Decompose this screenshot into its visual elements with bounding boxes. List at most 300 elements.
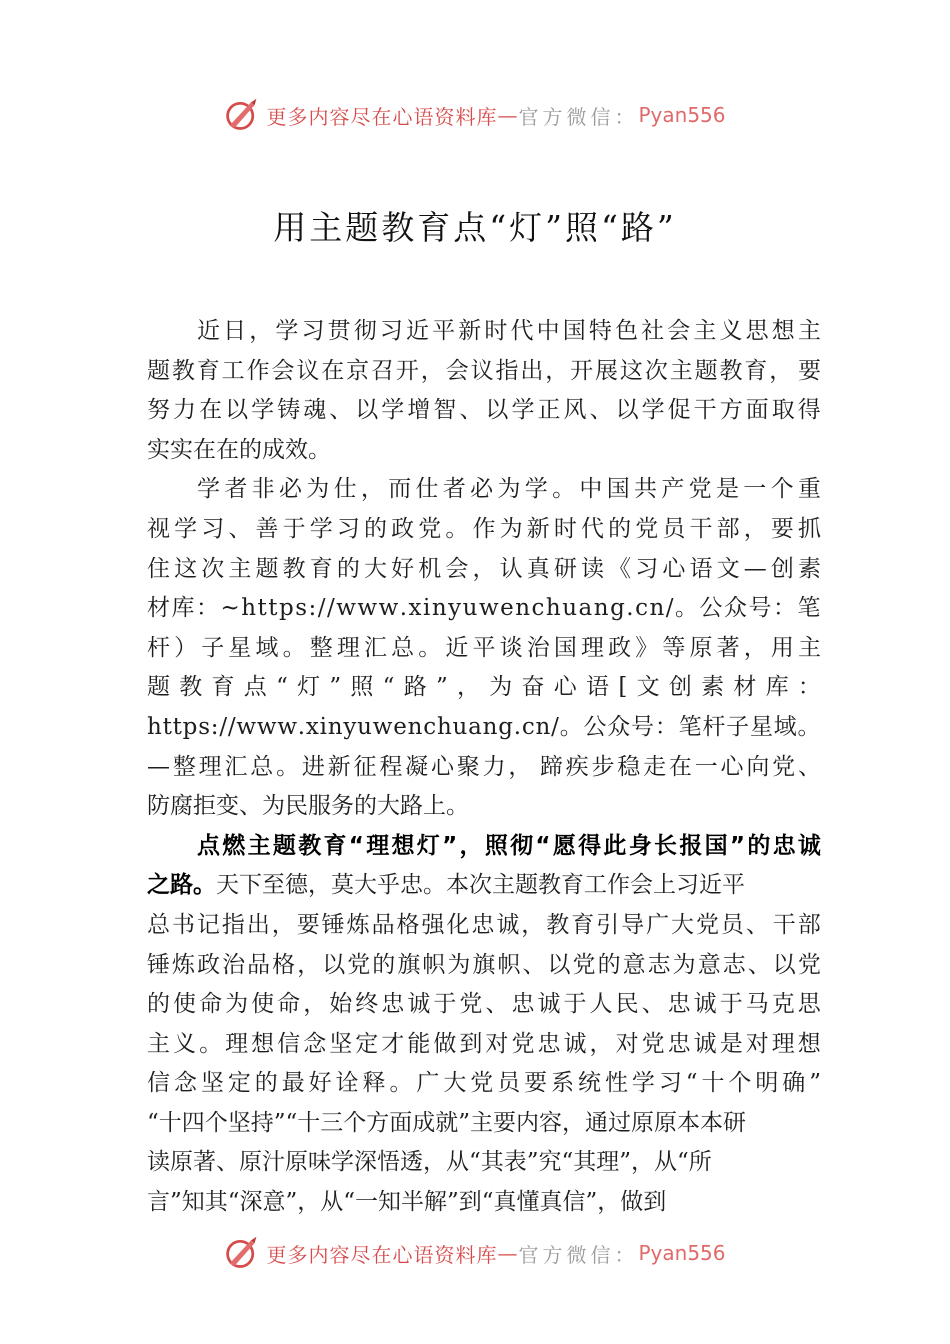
glyph: 学 bbox=[174, 515, 198, 542]
glyph: 党 bbox=[797, 951, 821, 978]
glyph: 育 bbox=[744, 357, 768, 384]
glyph: / bbox=[326, 595, 335, 622]
glyph: 号 bbox=[631, 713, 655, 740]
glyph: 志 bbox=[722, 951, 746, 978]
glyph: ， bbox=[472, 555, 496, 582]
glyph: 为 bbox=[225, 991, 249, 1018]
glyph: 的 bbox=[336, 555, 360, 582]
glyph: 为 bbox=[497, 476, 521, 503]
glyph: 蹄 bbox=[539, 753, 563, 780]
glyph: 锤 bbox=[321, 911, 345, 938]
glyph: 要 bbox=[524, 1070, 548, 1097]
glyph: 政 bbox=[197, 951, 221, 978]
glyph: 诚 bbox=[797, 832, 821, 859]
glyph: 总 bbox=[250, 753, 274, 780]
text-line bbox=[147, 708, 821, 748]
glyph: 好 bbox=[308, 1070, 332, 1097]
glyph: 书 bbox=[171, 911, 195, 938]
glyph: 。 bbox=[418, 634, 442, 661]
page-title: 用主题教育点“灯”照“路” bbox=[273, 208, 677, 247]
glyph: 是 bbox=[715, 476, 739, 503]
glyph: g bbox=[498, 713, 513, 740]
glyph: 党 bbox=[695, 911, 719, 938]
glyph: / bbox=[551, 713, 559, 740]
glyph: h bbox=[241, 595, 257, 622]
glyph: 为 bbox=[499, 515, 523, 542]
glyph: 党 bbox=[688, 476, 712, 503]
glyph: w bbox=[378, 595, 399, 622]
glyph: 理 bbox=[336, 634, 360, 661]
glyph: 《 bbox=[608, 555, 632, 582]
glyph: 主 bbox=[798, 634, 821, 661]
glyph: 在 bbox=[199, 397, 223, 424]
glyph: s bbox=[198, 713, 210, 740]
glyph: 正 bbox=[537, 397, 561, 424]
glyph: 征 bbox=[353, 753, 377, 780]
glyph: 灯 bbox=[297, 674, 321, 701]
glyph: 党 bbox=[572, 951, 596, 978]
glyph: 出 bbox=[520, 357, 544, 384]
glyph: 众 bbox=[723, 595, 747, 622]
glyph: 彻 bbox=[510, 832, 534, 859]
glyph: 党 bbox=[641, 1030, 665, 1057]
glyph: 学 bbox=[275, 318, 299, 344]
glyph: 智 bbox=[433, 397, 457, 424]
glyph: 风 bbox=[563, 397, 587, 424]
glyph: 旗 bbox=[397, 951, 421, 978]
glyph: 报 bbox=[679, 832, 703, 859]
glyph: 重 bbox=[797, 476, 821, 503]
glyph: 习 bbox=[379, 318, 403, 344]
glyph: 杆 bbox=[147, 634, 170, 661]
glyph: 学 bbox=[251, 397, 275, 424]
glyph: 作 bbox=[246, 357, 270, 384]
glyph: 面 bbox=[745, 397, 769, 424]
glyph: 教 bbox=[282, 555, 306, 582]
glyph: 。 bbox=[282, 634, 306, 661]
glyph: 近 bbox=[406, 318, 429, 344]
glyph: 时 bbox=[484, 318, 508, 344]
glyph: 干 bbox=[693, 397, 717, 424]
glyph: . bbox=[297, 713, 306, 740]
glyph: 非 bbox=[251, 476, 275, 503]
glyph: 汇 bbox=[364, 634, 387, 661]
glyph: 于 bbox=[282, 515, 306, 542]
glyph: 大 bbox=[443, 1070, 467, 1097]
glyph: 进 bbox=[301, 753, 325, 780]
glyph: 强 bbox=[421, 911, 445, 938]
glyph: 化 bbox=[446, 911, 470, 938]
glyph: 杆 bbox=[702, 713, 726, 740]
glyph: 思 bbox=[797, 991, 821, 1018]
glyph: 产 bbox=[661, 476, 685, 503]
glyph: 心 bbox=[553, 674, 577, 701]
glyph: n bbox=[327, 713, 343, 740]
text-line bbox=[147, 1025, 821, 1065]
glyph: 的 bbox=[147, 991, 170, 1018]
glyph: 平 bbox=[472, 634, 496, 661]
glyph: 一 bbox=[694, 753, 718, 780]
glyph: 诚 bbox=[693, 991, 717, 1018]
glyph: 整 bbox=[309, 634, 333, 661]
glyph: 诚 bbox=[537, 991, 561, 1018]
glyph: 为 bbox=[447, 951, 471, 978]
glyph: 定 bbox=[227, 1070, 251, 1097]
glyph: 理 bbox=[366, 832, 390, 859]
glyph: 义 bbox=[719, 318, 743, 344]
glyph: c bbox=[531, 595, 545, 622]
glyph: 习 bbox=[336, 515, 360, 542]
glyph: 一 bbox=[743, 476, 767, 503]
glyph: 力 bbox=[173, 397, 197, 424]
glyph: n bbox=[407, 713, 423, 740]
glyph: 铸 bbox=[277, 397, 301, 424]
glyph: 促 bbox=[667, 397, 691, 424]
glyph: t bbox=[257, 595, 267, 622]
glyph: c bbox=[423, 713, 437, 740]
glyph: ： bbox=[772, 595, 796, 622]
article-body bbox=[147, 312, 821, 1262]
brush-logo-icon bbox=[224, 97, 260, 133]
text-segment: 天下至德，莫大乎忠。本次主题教育工作会上习近平 bbox=[216, 872, 745, 899]
glyph: 。 bbox=[389, 1070, 413, 1097]
glyph: 。 bbox=[675, 595, 698, 622]
glyph: ” bbox=[435, 674, 448, 701]
header-wechat-id: Pyan556 bbox=[638, 103, 726, 127]
glyph: 必 bbox=[470, 476, 494, 503]
glyph: ： bbox=[195, 595, 219, 622]
glyph: 主 bbox=[247, 832, 271, 859]
glyph: 语 bbox=[689, 555, 713, 582]
glyph: ， bbox=[743, 634, 767, 661]
glyph: a bbox=[578, 595, 593, 622]
glyph: 、 bbox=[745, 911, 769, 938]
glyph: ： bbox=[797, 674, 821, 701]
glyph: 育 bbox=[571, 911, 595, 938]
glyph: 终 bbox=[355, 991, 379, 1018]
glyph: 稳 bbox=[617, 753, 641, 780]
glyph: 燃 bbox=[222, 832, 246, 859]
glyph: 原 bbox=[689, 634, 713, 661]
glyph: 笔 bbox=[678, 713, 702, 740]
glyph: 学 bbox=[197, 476, 220, 503]
glyph: 主 bbox=[693, 318, 717, 344]
text-line bbox=[147, 312, 821, 352]
glyph: 命 bbox=[277, 991, 301, 1018]
glyph: 统 bbox=[578, 1070, 601, 1097]
glyph: 教 bbox=[171, 357, 195, 384]
glyph: ” bbox=[809, 1070, 821, 1097]
glyph: ， bbox=[271, 911, 295, 938]
header-separator: — bbox=[497, 103, 519, 127]
glyph: ， bbox=[420, 357, 444, 384]
footer-watermark bbox=[0, 1233, 950, 1273]
glyph: 个 bbox=[728, 1070, 752, 1097]
header-wechat-label: 官方微信： bbox=[518, 104, 639, 129]
glyph: 认 bbox=[499, 555, 523, 582]
glyph: 。 bbox=[559, 713, 583, 740]
glyph: 教 bbox=[546, 911, 570, 938]
glyph: 想 bbox=[771, 318, 795, 344]
glyph: 、 bbox=[747, 951, 771, 978]
glyph: 社 bbox=[641, 318, 665, 344]
glyph: 长 bbox=[654, 832, 678, 859]
glyph: ， bbox=[303, 991, 327, 1018]
glyph: 用 bbox=[770, 634, 794, 661]
glyph: 对 bbox=[745, 1030, 769, 1057]
glyph: 政 bbox=[608, 634, 632, 661]
glyph: ， bbox=[456, 674, 480, 701]
glyph: 库 bbox=[171, 595, 195, 622]
glyph: 于 bbox=[563, 991, 587, 1018]
glyph: s bbox=[295, 595, 308, 622]
glyph: 整 bbox=[172, 753, 196, 780]
glyph: [ bbox=[618, 674, 628, 701]
footer-brand-text: 更多内容尽在心语资料库 bbox=[266, 1242, 498, 1267]
glyph: 使 bbox=[173, 991, 197, 1018]
glyph: 格 bbox=[272, 951, 296, 978]
glyph: 题 bbox=[147, 674, 170, 701]
glyph: 员 bbox=[662, 515, 686, 542]
glyph: 诚 bbox=[693, 1030, 717, 1057]
glyph: 以 bbox=[355, 397, 379, 424]
glyph: 部 bbox=[797, 911, 821, 938]
header-brand-text: 更多内容尽在心语资料库 bbox=[266, 104, 498, 129]
glyph: 要 bbox=[797, 357, 821, 384]
glyph: 新 bbox=[327, 753, 351, 780]
glyph: 心 bbox=[662, 555, 686, 582]
glyph: 照 bbox=[350, 674, 374, 701]
glyph: 中 bbox=[579, 476, 603, 503]
glyph: 以 bbox=[615, 397, 639, 424]
glyph: 工 bbox=[221, 357, 245, 384]
glyph: 国 bbox=[606, 476, 630, 503]
glyph: 得 bbox=[797, 397, 821, 424]
glyph: 会 bbox=[271, 357, 295, 384]
glyph: p bbox=[279, 595, 294, 622]
glyph: 》 bbox=[635, 634, 659, 661]
glyph: c bbox=[635, 595, 648, 622]
glyph: 习 bbox=[635, 555, 659, 582]
glyph: 心 bbox=[720, 753, 744, 780]
glyph: 党 bbox=[459, 991, 483, 1018]
glyph: 格 bbox=[396, 911, 420, 938]
glyph: 坚 bbox=[200, 1070, 224, 1097]
glyph: 域 bbox=[255, 634, 279, 661]
text-line bbox=[147, 748, 821, 788]
glyph: / bbox=[227, 713, 236, 740]
glyph: 系 bbox=[551, 1070, 575, 1097]
glyph: 党 bbox=[635, 515, 659, 542]
glyph: 得 bbox=[578, 832, 602, 859]
glyph: “ bbox=[382, 674, 395, 701]
glyph: 忠 bbox=[772, 832, 796, 859]
glyph: 思 bbox=[745, 318, 769, 344]
glyph: 主 bbox=[797, 318, 821, 344]
glyph: 住 bbox=[147, 555, 170, 582]
glyph: w bbox=[478, 595, 499, 622]
glyph: ， bbox=[521, 911, 545, 938]
glyph: ， bbox=[508, 753, 532, 780]
glyph: ， bbox=[249, 318, 273, 344]
glyph: w bbox=[357, 595, 378, 622]
text-line: 读原著、原汁原味学深悟透，从“其表”究“其理”，从“所 bbox=[147, 1149, 712, 1176]
glyph: 开 bbox=[395, 357, 419, 384]
glyph: 做 bbox=[433, 1030, 457, 1057]
glyph: 指 bbox=[495, 357, 519, 384]
text-line: “十四个坚持”“十三个方面成就”主要内容，通过原原本本研 bbox=[147, 1109, 747, 1136]
glyph: w bbox=[256, 713, 277, 740]
glyph: ： bbox=[654, 713, 678, 740]
glyph: 忠 bbox=[381, 991, 405, 1018]
glyph: 照 bbox=[484, 832, 508, 859]
glyph: 要 bbox=[296, 911, 320, 938]
glyph: 次 bbox=[201, 555, 225, 582]
glyph: p bbox=[182, 713, 198, 740]
glyph: 最 bbox=[281, 1070, 305, 1097]
glyph: 。 bbox=[199, 1030, 223, 1057]
glyph: 库 bbox=[765, 674, 789, 701]
glyph: 必 bbox=[278, 476, 302, 503]
glyph: 次 bbox=[644, 357, 668, 384]
glyph: 忠 bbox=[471, 911, 495, 938]
glyph: 向 bbox=[746, 753, 770, 780]
glyph: ， bbox=[545, 357, 569, 384]
glyph: 为 bbox=[672, 951, 696, 978]
glyph: n bbox=[482, 713, 498, 740]
glyph: 确 bbox=[782, 1070, 806, 1097]
glyph: 题 bbox=[272, 832, 296, 859]
glyph: 取 bbox=[771, 397, 795, 424]
glyph: 域 bbox=[773, 713, 797, 740]
glyph: 对 bbox=[615, 1030, 639, 1057]
glyph: ~ bbox=[220, 595, 240, 622]
glyph: 、 bbox=[589, 397, 613, 424]
glyph: 义 bbox=[173, 1030, 197, 1057]
glyph: u bbox=[452, 713, 468, 740]
glyph: 语 bbox=[586, 674, 610, 701]
glyph: ） bbox=[174, 634, 198, 661]
glyph: 习 bbox=[658, 1070, 682, 1097]
glyph: 时 bbox=[553, 515, 577, 542]
text-line bbox=[147, 470, 821, 510]
glyph: 炼 bbox=[172, 951, 196, 978]
glyph: 灯 bbox=[416, 832, 440, 859]
glyph: “ bbox=[685, 1070, 698, 1097]
glyph: x bbox=[408, 595, 422, 622]
section-heading-tail: 之路。 bbox=[147, 872, 216, 899]
glyph: 者 bbox=[224, 476, 248, 503]
glyph: 广 bbox=[646, 911, 670, 938]
glyph: 开 bbox=[570, 357, 594, 384]
glyph: 而 bbox=[388, 476, 412, 503]
glyph: 能 bbox=[407, 1030, 431, 1057]
glyph: 于 bbox=[719, 991, 743, 1018]
glyph: 育 bbox=[309, 555, 333, 582]
glyph: 代 bbox=[510, 318, 534, 344]
glyph: “ bbox=[348, 832, 364, 859]
glyph: 。 bbox=[797, 713, 821, 740]
glyph: 此 bbox=[603, 832, 627, 859]
glyph: 者 bbox=[442, 476, 466, 503]
glyph: 理 bbox=[581, 634, 604, 661]
glyph: 的 bbox=[597, 951, 621, 978]
glyph: t bbox=[172, 713, 182, 740]
glyph: 聚 bbox=[456, 753, 480, 780]
brush-logo-icon bbox=[224, 1235, 260, 1271]
glyph: 想 bbox=[391, 832, 415, 859]
glyph: u bbox=[562, 595, 578, 622]
glyph: 以 bbox=[485, 397, 509, 424]
glyph: 党 bbox=[347, 951, 371, 978]
glyph: 育 bbox=[196, 357, 220, 384]
glyph: ， bbox=[743, 515, 767, 542]
glyph: 治 bbox=[222, 951, 246, 978]
glyph: 以 bbox=[547, 951, 571, 978]
glyph: 机 bbox=[418, 555, 442, 582]
glyph: 国 bbox=[704, 832, 728, 859]
glyph: 笔 bbox=[797, 595, 821, 622]
glyph: 视 bbox=[147, 515, 170, 542]
glyph: 育 bbox=[323, 832, 347, 859]
glyph: 克 bbox=[771, 991, 795, 1018]
glyph: 材 bbox=[733, 674, 757, 701]
glyph: 在 bbox=[668, 753, 692, 780]
glyph: : bbox=[210, 713, 219, 740]
glyph: ， bbox=[360, 476, 384, 503]
glyph: 引 bbox=[596, 911, 620, 938]
glyph: 星 bbox=[228, 634, 252, 661]
glyph: 忠 bbox=[511, 991, 535, 1018]
glyph: 志 bbox=[647, 951, 671, 978]
glyph: 创 bbox=[668, 674, 692, 701]
glyph: 炼 bbox=[346, 911, 370, 938]
glyph: 。 bbox=[276, 753, 300, 780]
glyph: 众 bbox=[607, 713, 631, 740]
glyph: . bbox=[626, 595, 634, 622]
glyph: 诠 bbox=[335, 1070, 359, 1097]
glyph: 题 bbox=[147, 357, 170, 384]
glyph: 公 bbox=[699, 595, 723, 622]
text-line bbox=[147, 629, 821, 669]
glyph: w bbox=[336, 595, 356, 622]
glyph: 主 bbox=[669, 357, 693, 384]
glyph: 路 bbox=[403, 674, 427, 701]
glyph: 心 bbox=[430, 753, 454, 780]
glyph: 习 bbox=[201, 515, 225, 542]
glyph: 展 bbox=[595, 357, 619, 384]
glyph: n bbox=[593, 595, 609, 622]
glyph: 仕 bbox=[415, 476, 439, 503]
glyph: 意 bbox=[622, 951, 646, 978]
glyph: 帜 bbox=[497, 951, 521, 978]
glyph: 教 bbox=[298, 832, 322, 859]
glyph: 凝 bbox=[405, 753, 429, 780]
glyph: 明 bbox=[755, 1070, 779, 1097]
glyph: 是 bbox=[719, 1030, 743, 1057]
glyph: 干 bbox=[772, 911, 796, 938]
glyph: h bbox=[147, 713, 162, 740]
glyph: 魂 bbox=[303, 397, 327, 424]
glyph: 共 bbox=[634, 476, 657, 503]
glyph: 、 bbox=[641, 991, 665, 1018]
glyph: 。 bbox=[445, 515, 469, 542]
glyph: 的 bbox=[254, 1070, 278, 1097]
glyph: 十 bbox=[701, 1070, 725, 1097]
glyph: x bbox=[305, 713, 319, 740]
text-line bbox=[147, 1064, 821, 1104]
glyph: . bbox=[399, 595, 408, 622]
